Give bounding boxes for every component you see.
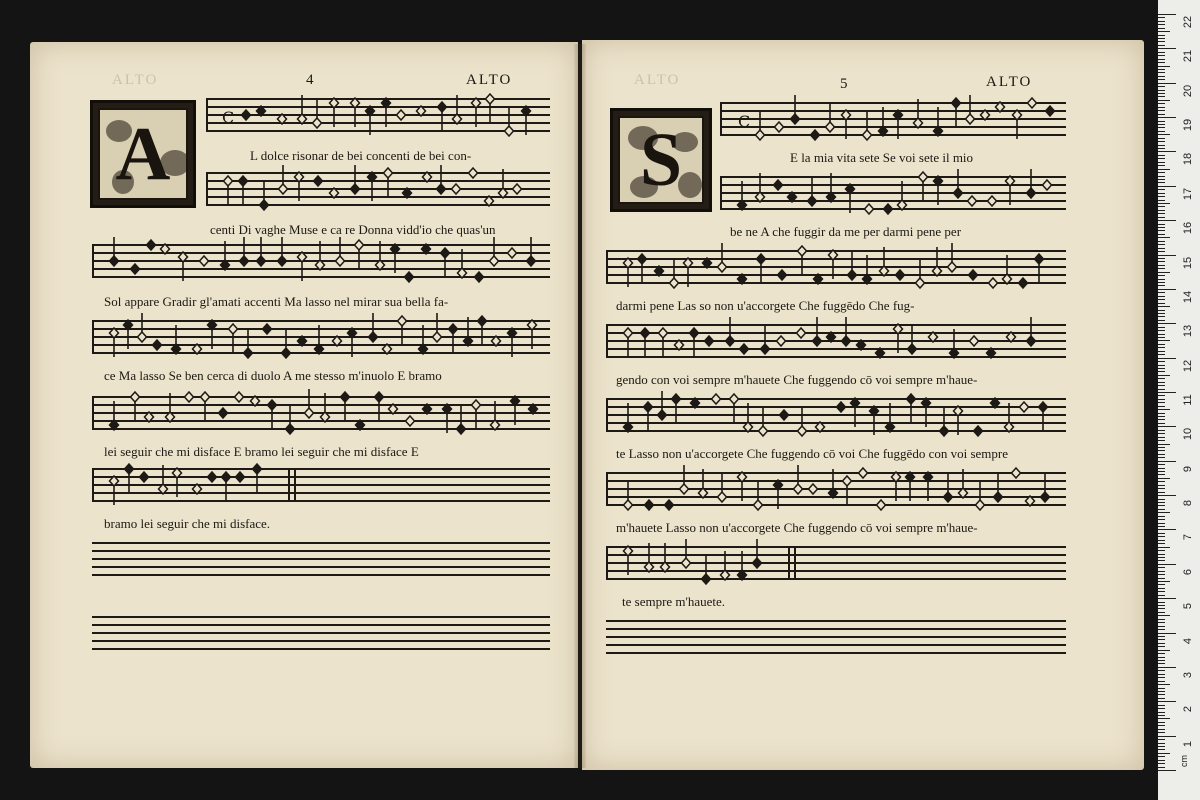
ruler-tick — [1158, 28, 1165, 29]
ruler-tick — [1158, 334, 1165, 335]
right-staff-3 — [606, 248, 1066, 284]
left-lyric-line-2: centi Di vaghe Muse e ca re Donna vidd'io che quas'un — [210, 222, 496, 237]
ruler-tick — [1158, 172, 1165, 173]
ruler-tick — [1158, 103, 1165, 104]
ruler-tick — [1158, 316, 1165, 317]
ruler-tick — [1158, 492, 1165, 493]
ruler-tick — [1158, 499, 1165, 500]
left-staff-4 — [92, 318, 550, 354]
ruler-tick — [1158, 426, 1176, 427]
ruler-tick — [1158, 114, 1165, 115]
ruler-tick — [1158, 354, 1165, 355]
right-staff-1 — [720, 100, 1066, 136]
ruler-number: 14 — [1182, 290, 1194, 304]
ruler-tick — [1158, 409, 1170, 410]
ruler-tick — [1158, 444, 1170, 445]
ruler-tick — [1158, 481, 1165, 482]
ruler-tick — [1158, 633, 1176, 634]
ruler-tick — [1158, 602, 1165, 603]
ruler-tick — [1158, 523, 1165, 524]
ruler-tick — [1158, 358, 1176, 359]
left-empty-staff-1 — [92, 540, 550, 576]
ruler-tick — [1158, 743, 1165, 744]
ruler-tick — [1158, 505, 1165, 506]
ruler-tick — [1158, 650, 1170, 651]
ruler-tick — [1158, 52, 1165, 53]
ruler-number: 3 — [1182, 671, 1194, 678]
ruler-tick — [1158, 550, 1165, 551]
right-lyric-line-6: m'hauete Lasso non u'accorgete Che fuggendo cō voi sempre m'haue- — [616, 520, 978, 535]
ruler-tick — [1158, 31, 1170, 32]
ruler-number: 13 — [1182, 325, 1194, 338]
ruler-tick — [1158, 739, 1165, 740]
ruler-tick — [1158, 145, 1165, 146]
ruler-tick — [1158, 584, 1165, 585]
ruler-tick — [1158, 344, 1165, 345]
ruler-tick — [1158, 55, 1165, 56]
ruler-number: 11 — [1182, 394, 1194, 406]
ruler-tick — [1158, 457, 1165, 458]
ruler-number: 10 — [1182, 428, 1194, 441]
ruler-tick — [1158, 437, 1165, 438]
ruler-tick — [1158, 571, 1165, 572]
ruler-unit: cm — [1179, 755, 1189, 767]
ruler-tick — [1158, 292, 1165, 293]
right-empty-staff-1 — [606, 618, 1066, 654]
ruler-tick — [1158, 567, 1165, 568]
ruler-tick — [1158, 124, 1165, 125]
ruler-tick — [1158, 746, 1165, 747]
ruler-tick — [1158, 461, 1176, 462]
ruler-tick — [1158, 327, 1165, 328]
ruler-tick — [1158, 121, 1165, 122]
ruler-tick — [1158, 554, 1165, 555]
ruler-tick — [1158, 279, 1165, 280]
ruler-tick — [1158, 615, 1170, 616]
right-lyric-line-3: darmi pene Las so non u'accorgete Che fuggēdo Che fug- — [616, 298, 915, 313]
ruler-tick — [1158, 131, 1165, 132]
ruler-tick — [1158, 213, 1165, 214]
ruler-tick — [1158, 155, 1165, 156]
ruler-tick — [1158, 361, 1165, 362]
ruler-tick — [1158, 220, 1176, 221]
ruler-number: 4 — [1182, 637, 1194, 644]
ruler-tick — [1158, 732, 1165, 733]
ruler-tick — [1158, 21, 1165, 22]
ruler-tick — [1158, 375, 1170, 376]
ruler-tick — [1158, 45, 1165, 46]
ruler-tick — [1158, 310, 1165, 311]
ruler-tick — [1158, 265, 1165, 266]
ruler-number: 2 — [1182, 706, 1194, 713]
ruler-tick — [1158, 591, 1165, 592]
ruler-number: 20 — [1182, 84, 1194, 97]
ruler-number: 1 — [1182, 740, 1194, 747]
ruler-tick — [1158, 41, 1165, 42]
ruler-tick — [1158, 275, 1165, 276]
ruler-tick — [1158, 715, 1165, 716]
right-staff-5 — [606, 396, 1066, 432]
ruler-tick — [1158, 340, 1170, 341]
ruler-tick — [1158, 127, 1165, 128]
left-lyric-line-3: Sol appare Gradir gl'amati accenti Ma lasso nel mirar sua bella fa- — [104, 294, 449, 309]
ruler-tick — [1158, 588, 1165, 589]
ruler-tick — [1158, 560, 1165, 561]
book-gutter — [574, 44, 586, 768]
ruler-tick — [1158, 502, 1165, 503]
ruler-tick — [1158, 186, 1176, 187]
ruler-tick — [1158, 629, 1165, 630]
ruler-tick — [1158, 399, 1165, 400]
ruler-tick — [1158, 320, 1165, 321]
ruler-tick — [1158, 165, 1165, 166]
ruler-tick — [1158, 38, 1165, 39]
ruler-tick — [1158, 289, 1176, 290]
ruler-tick — [1158, 230, 1165, 231]
ruler-tick — [1158, 138, 1165, 139]
ruler-tick — [1158, 203, 1170, 204]
ruler-tick — [1158, 72, 1165, 73]
ruler-number: 7 — [1182, 534, 1194, 541]
ruler-tick — [1158, 306, 1170, 307]
ruler-tick — [1158, 694, 1165, 695]
left-show-through-header: ALTO — [112, 72, 159, 88]
ruler-tick — [1158, 557, 1165, 558]
ruler-tick — [1158, 612, 1165, 613]
right-staff-6 — [606, 470, 1066, 506]
ruler-tick — [1158, 258, 1165, 259]
right-lyric-line-4: gendo con voi sempre m'hauete Che fuggendo cō voi sempre m'haue- — [616, 372, 978, 387]
ruler-tick — [1158, 193, 1165, 194]
ruler-tick — [1158, 162, 1165, 163]
ruler-tick — [1158, 337, 1165, 338]
left-staff-5 — [92, 394, 550, 430]
right-lyric-line-5: te Lasso non u'accorgete Che fuggendo cō voi Che fuggēdo con voi sempre — [616, 446, 1008, 461]
ruler-tick — [1158, 529, 1176, 530]
ruler-tick — [1158, 227, 1165, 228]
ruler-tick — [1158, 189, 1165, 190]
ruler-tick — [1158, 234, 1165, 235]
ruler-number: 18 — [1182, 153, 1194, 166]
ruler-tick — [1158, 605, 1165, 606]
ruler-tick — [1158, 59, 1165, 60]
right-page-number: 5 — [840, 76, 850, 92]
ruler-tick — [1158, 468, 1165, 469]
ruler-tick — [1158, 206, 1165, 207]
ruler-tick — [1158, 251, 1165, 252]
right-staff-7 — [606, 544, 1066, 580]
ruler-tick — [1158, 117, 1176, 118]
left-lyric-line-5: lei seguir che mi disface E bramo lei seguir che mi disface E — [104, 444, 419, 459]
ruler-tick — [1158, 141, 1165, 142]
ruler-tick — [1158, 540, 1165, 541]
ruler-number: 12 — [1182, 359, 1194, 372]
initial-letter: A — [115, 112, 171, 196]
ruler-tick — [1158, 478, 1170, 479]
left-staff-1 — [206, 96, 550, 132]
ruler-tick — [1158, 667, 1176, 668]
ruler-tick — [1158, 639, 1165, 640]
ruler-tick — [1158, 179, 1165, 180]
ruler-tick — [1158, 210, 1165, 211]
ruler-tick — [1158, 14, 1176, 15]
ruler-tick — [1158, 581, 1170, 582]
ruler-tick — [1158, 663, 1165, 664]
ruler-tick — [1158, 767, 1165, 768]
ruler-tick — [1158, 196, 1165, 197]
ruler-tick — [1158, 86, 1165, 87]
ruler-number: 22 — [1182, 15, 1194, 29]
ruler-number: 17 — [1182, 187, 1194, 200]
ruler-tick — [1158, 433, 1165, 434]
ruler-tick — [1158, 657, 1165, 658]
ruler-tick — [1158, 347, 1165, 348]
left-staff-2 — [206, 170, 550, 206]
ruler-tick — [1158, 244, 1165, 245]
ruler-tick — [1158, 255, 1176, 256]
ruler-number: 8 — [1182, 500, 1194, 507]
ruler-tick — [1158, 148, 1165, 149]
woodcut-initial-s — [610, 108, 712, 212]
left-lyric-line-6: bramo lei seguir che mi disface. — [104, 516, 271, 531]
ruler-tick — [1158, 526, 1165, 527]
ruler-tick — [1158, 643, 1165, 644]
ruler-tick — [1158, 285, 1165, 286]
ruler-tick — [1158, 382, 1165, 383]
ruler-tick — [1158, 423, 1165, 424]
ruler-tick — [1158, 722, 1165, 723]
ruler-tick — [1158, 619, 1165, 620]
ruler-tick — [1158, 261, 1165, 262]
ruler-number: 9 — [1182, 465, 1194, 472]
right-lyric-line-7: te sempre m'hauete. — [622, 594, 726, 609]
ruler-tick — [1158, 323, 1176, 324]
ruler-tick — [1158, 24, 1165, 25]
ruler-tick — [1158, 464, 1165, 465]
ruler-tick — [1158, 760, 1165, 761]
ruler-tick — [1158, 564, 1176, 565]
ruler-tick — [1158, 90, 1165, 91]
ruler-tick — [1158, 83, 1176, 84]
ruler-tick — [1158, 536, 1165, 537]
ruler-tick — [1158, 176, 1165, 177]
left-staff-6 — [92, 466, 550, 502]
ruler-tick — [1158, 670, 1165, 671]
left-staff-3 — [92, 242, 550, 278]
ruler-number: 15 — [1182, 256, 1194, 269]
left-empty-staff-2 — [92, 614, 550, 650]
ruler-tick — [1158, 395, 1165, 396]
ruler-tick — [1158, 371, 1165, 372]
ruler-tick — [1158, 770, 1176, 771]
ruler-tick — [1158, 447, 1165, 448]
ruler-tick — [1158, 756, 1165, 757]
ruler-tick — [1158, 248, 1165, 249]
ruler-tick — [1158, 303, 1165, 304]
ruler-number: 16 — [1182, 222, 1194, 235]
ruler-tick — [1158, 241, 1165, 242]
ruler-tick — [1158, 736, 1176, 737]
ruler-tick — [1158, 488, 1165, 489]
ruler-number: 5 — [1182, 603, 1194, 610]
ruler-tick — [1158, 392, 1176, 393]
ruler-tick — [1158, 237, 1170, 238]
ruler-tick — [1158, 93, 1165, 94]
ruler-tick — [1158, 416, 1165, 417]
ruler-tick — [1158, 169, 1170, 170]
ruler-tick — [1158, 519, 1165, 520]
ruler-tick — [1158, 107, 1165, 108]
ruler-tick — [1158, 351, 1165, 352]
ruler-tick — [1158, 509, 1165, 510]
right-staff-4 — [606, 322, 1066, 358]
ruler-tick — [1158, 705, 1165, 706]
ruler-tick — [1158, 134, 1170, 135]
ruler-tick — [1158, 224, 1165, 225]
woodcut-initial-a — [90, 100, 196, 208]
ruler-tick — [1158, 330, 1165, 331]
right-staff-2 — [720, 174, 1066, 210]
ruler-tick — [1158, 100, 1170, 101]
ruler-tick — [1158, 313, 1165, 314]
ruler-tick — [1158, 79, 1165, 80]
ruler-tick — [1158, 688, 1165, 689]
right-show-through-header: ALTO — [634, 72, 681, 88]
ruler-tick — [1158, 296, 1165, 297]
ruler-tick — [1158, 35, 1165, 36]
ruler-tick — [1158, 299, 1165, 300]
ruler-tick — [1158, 272, 1170, 273]
ruler-tick — [1158, 595, 1165, 596]
ruler-tick — [1158, 406, 1165, 407]
ruler-tick — [1158, 749, 1165, 750]
ruler-tick — [1158, 151, 1176, 152]
ruler-tick — [1158, 96, 1165, 97]
ruler-number: 21 — [1182, 50, 1194, 63]
ruler-tick — [1158, 402, 1165, 403]
right-lyric-line-2: be ne A che fuggir da me per darmi pene per — [730, 224, 962, 239]
ruler-tick — [1158, 471, 1165, 472]
ruler-number: 19 — [1182, 118, 1194, 132]
ruler-tick — [1158, 547, 1170, 548]
ruler-tick — [1158, 76, 1165, 77]
ruler-tick — [1158, 622, 1165, 623]
ruler-tick — [1158, 158, 1165, 159]
ruler-tick — [1158, 578, 1165, 579]
ruler-tick — [1158, 495, 1176, 496]
ruler-tick — [1158, 646, 1165, 647]
ruler-tick — [1158, 543, 1165, 544]
ruler-tick — [1158, 485, 1165, 486]
ruler-tick — [1158, 385, 1165, 386]
ruler-tick — [1158, 217, 1165, 218]
ruler-tick — [1158, 440, 1165, 441]
ruler-tick — [1158, 684, 1170, 685]
left-part-name: ALTO — [466, 72, 513, 88]
ruler-tick — [1158, 701, 1176, 702]
ruler-tick — [1158, 512, 1170, 513]
ruler-tick — [1158, 636, 1165, 637]
left-lyric-line-4: ce Ma lasso Se ben cerca di duolo A me stesso m'inuolo E bramo — [104, 368, 442, 383]
ruler-tick — [1158, 413, 1165, 414]
right-lyric-line-1: E la mia vita sete Se voi sete il mio — [790, 150, 974, 165]
ruler-tick — [1158, 419, 1165, 420]
ruler-tick — [1158, 753, 1170, 754]
ruler-tick — [1158, 66, 1170, 67]
ruler-number: 6 — [1182, 568, 1194, 575]
ruler-tick — [1158, 378, 1165, 379]
ruler-tick — [1158, 450, 1165, 451]
ruler-tick — [1158, 718, 1170, 719]
ruler-tick — [1158, 182, 1165, 183]
ruler-tick — [1158, 725, 1165, 726]
ruler-tick — [1158, 533, 1165, 534]
ruler-tick — [1158, 681, 1165, 682]
ruler-tick — [1158, 660, 1165, 661]
ruler-tick — [1158, 110, 1165, 111]
ruler-tick — [1158, 729, 1165, 730]
ruler-tick — [1158, 677, 1165, 678]
ruler-tick — [1158, 48, 1176, 49]
ruler-tick — [1158, 389, 1165, 390]
ruler-tick — [1158, 691, 1165, 692]
ruler-tick — [1158, 430, 1165, 431]
ruler-tick — [1158, 69, 1165, 70]
initial-letter: S — [639, 118, 683, 202]
ruler-tick — [1158, 282, 1165, 283]
ruler-tick — [1158, 763, 1165, 764]
mensuration-sign: C — [222, 108, 235, 127]
ruler-tick — [1158, 574, 1165, 575]
ruler-tick — [1158, 708, 1165, 709]
ruler-tick — [1158, 653, 1165, 654]
ruler-tick — [1158, 365, 1165, 366]
ruler-tick — [1158, 200, 1165, 201]
ruler-tick — [1158, 712, 1165, 713]
ruler-tick — [1158, 516, 1165, 517]
ruler-tick — [1158, 608, 1165, 609]
ruler-tick — [1158, 674, 1165, 675]
ruler-tick — [1158, 268, 1165, 269]
right-part-name: ALTO — [986, 74, 1033, 90]
left-lyric-line-1: L dolce risonar de bei concenti de bei con- — [250, 148, 472, 163]
ruler-tick — [1158, 62, 1165, 63]
ruler-tick — [1158, 454, 1165, 455]
left-page-number: 4 — [306, 72, 316, 88]
ruler-tick — [1158, 698, 1165, 699]
ruler-tick — [1158, 598, 1176, 599]
measuring-ruler — [1158, 0, 1200, 800]
ruler-tick — [1158, 368, 1165, 369]
mensuration-sign: C — [738, 112, 751, 131]
ruler-tick — [1158, 474, 1165, 475]
ruler-tick — [1158, 626, 1165, 627]
ruler-tick — [1158, 17, 1165, 18]
